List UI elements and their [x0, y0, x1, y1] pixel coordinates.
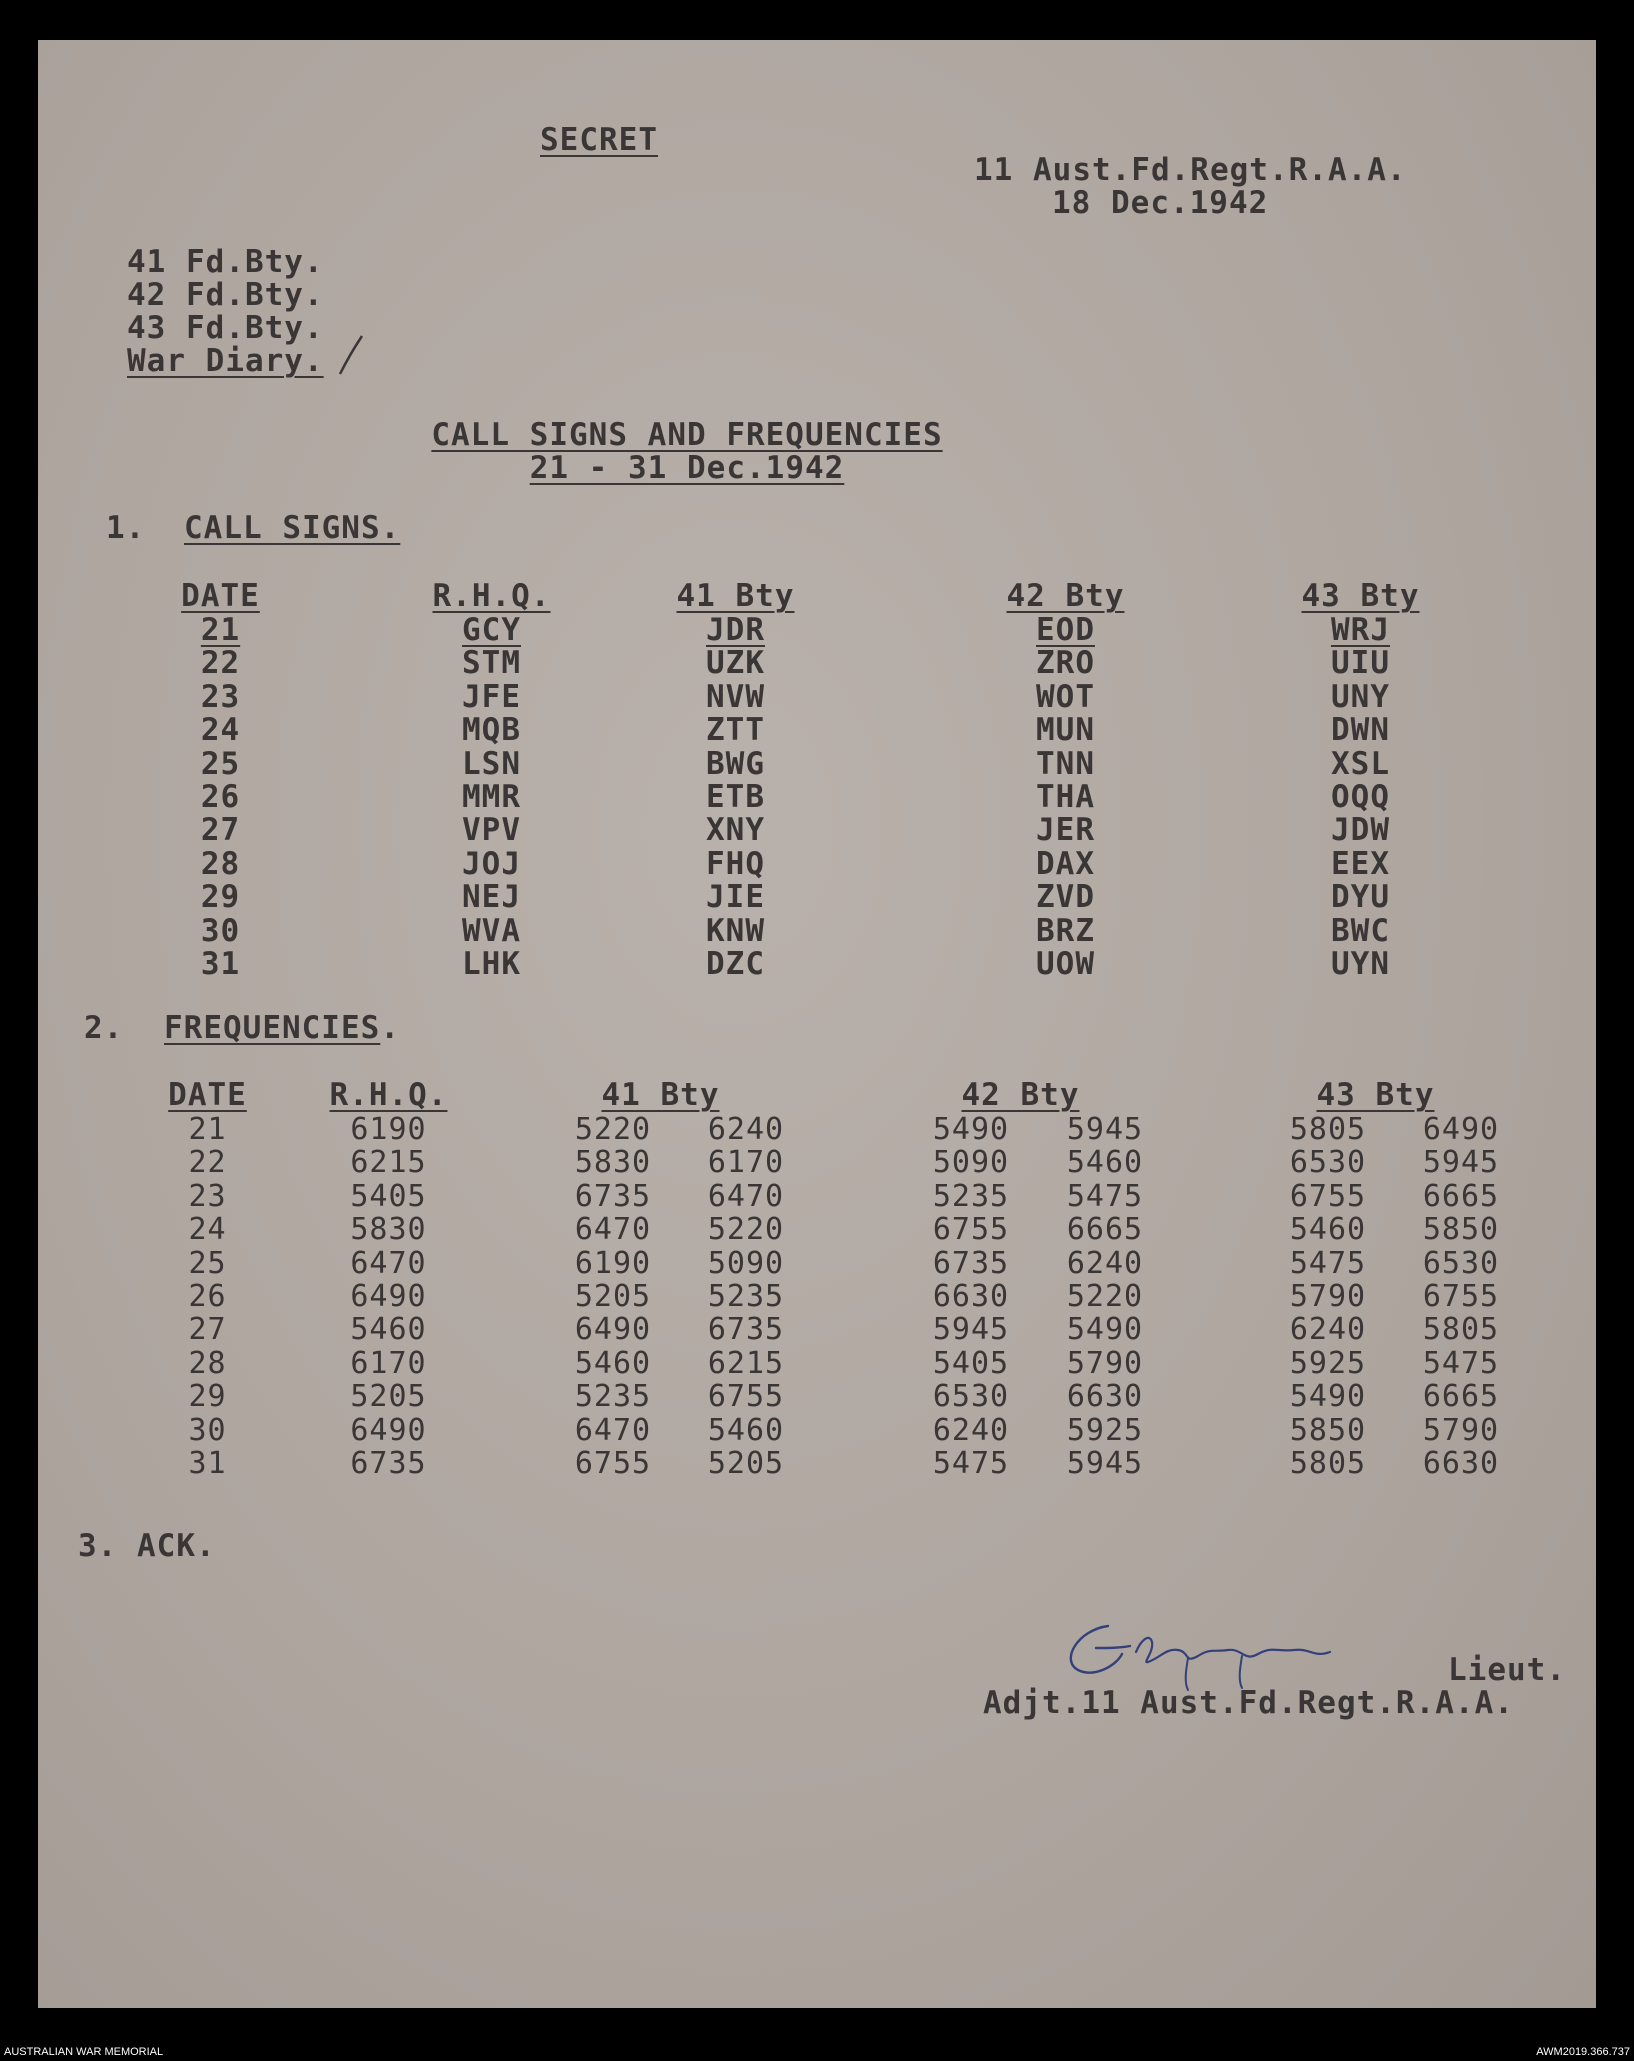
- frequency-cell: 5490: [932, 1112, 1010, 1147]
- call-sign-cell: DYU: [1331, 879, 1390, 916]
- frequency-cell: 6240: [707, 1112, 785, 1147]
- call-sign-cell: JOJ: [462, 845, 521, 882]
- frequency-cell: 6490: [350, 1412, 427, 1448]
- frequency-cell: 6755: [932, 1212, 1010, 1248]
- distribution-item: 43 Fd.Bty.: [127, 310, 324, 346]
- frequency-cell: 5790: [1289, 1279, 1367, 1314]
- date-cell: 25: [188, 1245, 227, 1281]
- call-sign-cell: WVA: [462, 912, 521, 949]
- frequency-cell: 5235: [707, 1279, 785, 1314]
- call-sign-cell: FHQ: [706, 845, 765, 882]
- frequency-cell: 6735: [350, 1446, 427, 1481]
- table-row: [38, 1413, 1596, 1446]
- frequency-cell: 6470: [574, 1212, 652, 1248]
- call-sign-cell: JER: [1036, 812, 1095, 849]
- frequency-cell: 5850: [1289, 1412, 1367, 1448]
- call-sign-cell: ZVD: [1036, 879, 1095, 916]
- call-signs-table: [38, 612, 1596, 982]
- call-sign-cell: GCY: [462, 612, 521, 648]
- tick-mark-icon: [336, 332, 366, 378]
- column-header: DATE: [168, 1077, 247, 1113]
- frequency-cell: 5475: [1422, 1345, 1500, 1381]
- call-sign-cell: JDW: [1331, 812, 1390, 849]
- frequency-cell: 6240: [932, 1412, 1010, 1448]
- frequency-cell: 6240: [1066, 1245, 1144, 1281]
- table-row: [38, 1279, 1596, 1312]
- date-cell: 30: [200, 912, 241, 949]
- call-sign-cell: JFE: [462, 678, 521, 715]
- call-sign-cell: WOT: [1036, 678, 1095, 715]
- call-sign-cell: DZC: [706, 946, 765, 982]
- call-sign-cell: MQB: [462, 712, 521, 749]
- frequency-cell: 5460: [1066, 1145, 1144, 1181]
- table-row: [38, 678, 1596, 715]
- frequency-cell: 5220: [707, 1212, 785, 1248]
- frequency-cell: 5945: [1066, 1446, 1144, 1481]
- frequency-cell: 6755: [574, 1446, 652, 1481]
- table-row: [38, 1312, 1596, 1348]
- frequency-cell: 6630: [932, 1279, 1010, 1314]
- call-sign-cell: BRZ: [1036, 912, 1095, 949]
- frequency-cell: 6630: [1066, 1379, 1144, 1415]
- table-row: [38, 946, 1596, 982]
- date-cell: 31: [188, 1446, 227, 1481]
- frequency-cell: 5805: [1289, 1446, 1367, 1481]
- frequency-cell: 5925: [1289, 1345, 1367, 1381]
- column-header: 42 Bty: [1006, 578, 1125, 614]
- call-sign-cell: STM: [462, 645, 521, 682]
- call-sign-cell: UNY: [1331, 678, 1390, 715]
- frequency-cell: 6490: [350, 1279, 427, 1314]
- date-cell: 26: [200, 779, 241, 815]
- section-heading: CALL SIGNS.: [184, 510, 401, 546]
- frequency-cell: 6530: [1289, 1145, 1367, 1181]
- frequency-cell: 5475: [1289, 1245, 1367, 1281]
- frequency-cell: 5475: [1066, 1178, 1144, 1214]
- frequency-cell: 6530: [932, 1379, 1010, 1415]
- column-header: 41 Bty: [676, 578, 795, 614]
- call-sign-cell: WRJ: [1331, 612, 1390, 648]
- table-row: [38, 1212, 1596, 1248]
- date-cell: 27: [200, 812, 241, 849]
- frequency-cell: 6755: [1289, 1178, 1367, 1214]
- frequency-cell: 6735: [707, 1312, 785, 1348]
- call-sign-cell: BWG: [706, 745, 765, 782]
- table-row: [38, 845, 1596, 882]
- table-row: [38, 1179, 1596, 1212]
- frequency-cell: 6665: [1422, 1178, 1500, 1214]
- section-number: 2.: [84, 1010, 124, 1046]
- table-row: [38, 645, 1596, 682]
- document-sheet: [38, 40, 1596, 2008]
- table-row: [38, 1379, 1596, 1415]
- call-sign-cell: VPV: [462, 812, 521, 849]
- frequency-cell: 5220: [1066, 1279, 1144, 1314]
- date-cell: 27: [188, 1312, 227, 1348]
- frequency-cell: 5490: [1289, 1379, 1367, 1415]
- call-sign-cell: JDR: [706, 612, 765, 648]
- frequency-cell: 5945: [1066, 1112, 1144, 1147]
- frequency-cell: 6530: [1422, 1245, 1500, 1281]
- column-header: 43 Bty: [1316, 1077, 1435, 1113]
- call-sign-cell: DWN: [1331, 712, 1390, 749]
- war-diary: War Diary.: [127, 343, 324, 379]
- column-header: R.H.Q.: [329, 1077, 448, 1113]
- section-number: 1.: [106, 510, 146, 546]
- frequency-cell: 5460: [1289, 1212, 1367, 1248]
- frequency-cell: 6170: [707, 1145, 785, 1181]
- call-sign-cell: ZTT: [706, 712, 765, 749]
- call-sign-cell: TNN: [1036, 745, 1095, 782]
- date-cell: 30: [188, 1412, 227, 1448]
- distribution-item: 42 Fd.Bty.: [127, 277, 324, 313]
- call-sign-cell: KNW: [706, 912, 765, 949]
- frequency-cell: 6755: [1422, 1279, 1500, 1314]
- frequency-cell: 6215: [707, 1345, 785, 1381]
- date-cell: 24: [200, 712, 241, 749]
- date-cell: 29: [188, 1379, 227, 1415]
- frequency-cell: 5850: [1422, 1212, 1500, 1248]
- column-header: 43 Bty: [1301, 578, 1420, 614]
- frequency-cell: 5460: [350, 1312, 427, 1348]
- unit-name: 11 Aust.Fd.Regt.R.A.A.: [974, 152, 1407, 188]
- date-cell: 25: [200, 745, 241, 782]
- date-cell: 31: [200, 946, 241, 982]
- table-row: [38, 779, 1596, 815]
- frequency-cell: 5945: [1422, 1145, 1500, 1181]
- date-cell: 23: [200, 678, 241, 715]
- classification: SECRET: [540, 122, 658, 158]
- frequency-cell: 5220: [574, 1112, 652, 1147]
- column-header: DATE: [181, 578, 260, 614]
- title-line-2: 21 - 31 Dec.1942: [529, 450, 845, 486]
- frequency-cell: 5090: [932, 1145, 1010, 1181]
- date-cell: 28: [200, 845, 241, 882]
- date-cell: 23: [188, 1178, 227, 1214]
- table-row: [38, 1246, 1596, 1279]
- frequency-cell: 6735: [932, 1245, 1010, 1281]
- call-sign-cell: XSL: [1331, 745, 1390, 782]
- frequency-cell: 5830: [574, 1145, 652, 1181]
- call-sign-cell: UZK: [706, 645, 765, 682]
- frequency-cell: 6240: [1289, 1312, 1367, 1348]
- call-sign-cell: ZRO: [1036, 645, 1095, 682]
- frequency-cell: 6755: [707, 1379, 785, 1415]
- frequency-cell: 5490: [1066, 1312, 1144, 1348]
- date-cell: 21: [200, 612, 241, 648]
- call-sign-cell: LSN: [462, 745, 521, 782]
- date-cell: 22: [188, 1145, 227, 1181]
- call-sign-cell: THA: [1036, 779, 1095, 815]
- title-line-1: CALL SIGNS AND FREQUENCIES: [431, 417, 943, 453]
- frequency-cell: 6215: [350, 1145, 427, 1181]
- frequency-cell: 5460: [707, 1412, 785, 1448]
- call-sign-cell: EEX: [1331, 845, 1390, 882]
- ack-line: 3. ACK.: [78, 1528, 216, 1564]
- frequency-cell: 6170: [350, 1345, 427, 1381]
- frequency-cell: 6470: [350, 1245, 427, 1281]
- call-sign-cell: UOW: [1036, 946, 1095, 982]
- column-header: 42 Bty: [961, 1077, 1080, 1113]
- call-sign-cell: NVW: [706, 678, 765, 715]
- footer-left: AUSTRALIAN WAR MEMORIAL: [4, 2046, 164, 2058]
- table-row: [38, 1112, 1596, 1145]
- frequency-cell: 5460: [574, 1345, 652, 1381]
- distribution-item: [127, 343, 324, 379]
- call-sign-cell: EOD: [1036, 612, 1095, 648]
- table-row: [38, 1446, 1596, 1479]
- frequency-cell: 5090: [707, 1245, 785, 1281]
- call-sign-cell: DAX: [1036, 845, 1095, 882]
- section-heading-wrap: FREQUENCIES.: [164, 1010, 400, 1046]
- frequency-cell: 6470: [574, 1412, 652, 1448]
- call-sign-cell: NEJ: [462, 879, 521, 916]
- call-sign-cell: JIE: [706, 879, 765, 916]
- call-sign-cell: XNY: [706, 812, 765, 849]
- call-sign-cell: MUN: [1036, 712, 1095, 749]
- frequency-cell: 5790: [1066, 1345, 1144, 1381]
- frequency-cell: 6735: [574, 1178, 652, 1214]
- frequency-cell: 5405: [350, 1178, 427, 1214]
- frequency-cell: 5205: [574, 1279, 652, 1314]
- date-cell: 26: [188, 1279, 227, 1314]
- table-row: [38, 745, 1596, 782]
- distribution-item: 41 Fd.Bty.: [127, 244, 324, 280]
- frequency-cell: 5925: [1066, 1412, 1144, 1448]
- frequency-cell: 5475: [932, 1446, 1010, 1481]
- date-cell: 22: [200, 645, 241, 682]
- signatory-appointment: Adjt.11 Aust.Fd.Regt.R.A.A.: [983, 1685, 1514, 1721]
- column-header: 41 Bty: [601, 1077, 720, 1113]
- frequency-cell: 5830: [350, 1212, 427, 1248]
- frequency-cell: 6470: [707, 1178, 785, 1214]
- date-cell: 29: [200, 879, 241, 916]
- call-sign-cell: UYN: [1331, 946, 1390, 982]
- date-cell: 24: [188, 1212, 227, 1248]
- frequency-cell: 6490: [1422, 1112, 1500, 1147]
- frequency-cell: 6190: [350, 1112, 427, 1147]
- table-row: [38, 1145, 1596, 1181]
- call-sign-cell: LHK: [462, 946, 521, 982]
- frequency-cell: 5235: [932, 1178, 1010, 1214]
- table-row: [38, 1346, 1596, 1379]
- frequency-cell: 6190: [574, 1245, 652, 1281]
- section-heading: FREQUENCIES: [164, 1010, 381, 1046]
- document-date: 18 Dec.1942: [1052, 185, 1269, 221]
- frequency-cell: 5790: [1422, 1412, 1500, 1448]
- frequency-cell: 5205: [707, 1446, 785, 1481]
- frequency-cell: 5205: [350, 1379, 427, 1415]
- frequency-cell: 6665: [1066, 1212, 1144, 1248]
- frequency-cell: 5805: [1289, 1112, 1367, 1147]
- signatory-rank: Lieut.: [1448, 1652, 1566, 1688]
- footer-right: AWM2019.366.737: [1536, 2046, 1630, 2058]
- frequency-cell: 5805: [1422, 1312, 1500, 1348]
- table-row: [38, 712, 1596, 749]
- call-sign-cell: UIU: [1331, 645, 1390, 682]
- call-sign-cell: ETB: [706, 779, 765, 815]
- column-header: R.H.Q.: [432, 578, 551, 614]
- table-row: [38, 912, 1596, 949]
- call-sign-cell: BWC: [1331, 912, 1390, 949]
- frequency-cell: 6665: [1422, 1379, 1500, 1415]
- frequency-cell: 5945: [932, 1312, 1010, 1348]
- table-row: [38, 612, 1596, 648]
- call-sign-cell: OQQ: [1331, 779, 1390, 815]
- frequency-cell: 5405: [932, 1345, 1010, 1381]
- frequency-cell: 5235: [574, 1379, 652, 1415]
- table-row: [38, 879, 1596, 916]
- frequencies-table: [38, 1112, 1596, 1482]
- frequency-cell: 6630: [1422, 1446, 1500, 1481]
- table-row: [38, 812, 1596, 849]
- date-cell: 21: [188, 1112, 227, 1147]
- frequency-cell: 6490: [574, 1312, 652, 1348]
- call-sign-cell: MMR: [462, 779, 521, 815]
- date-cell: 28: [188, 1345, 227, 1381]
